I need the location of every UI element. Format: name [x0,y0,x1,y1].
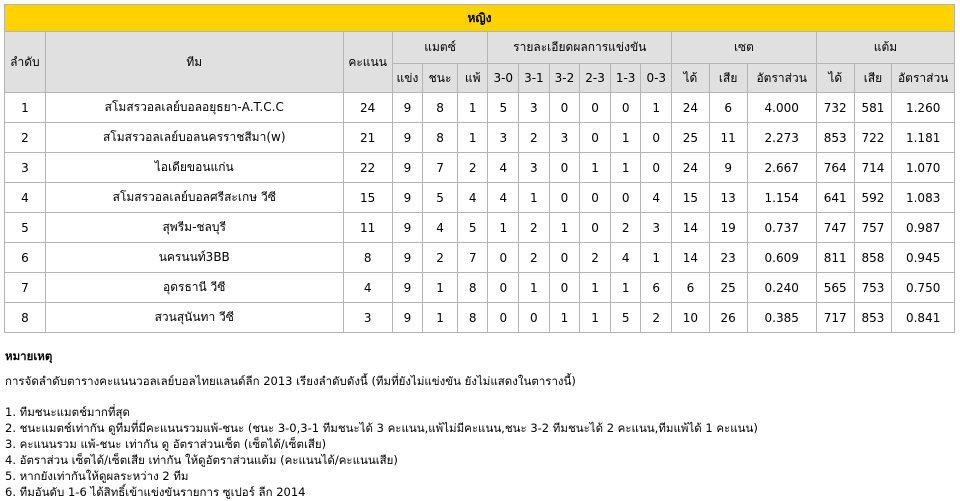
sets-ratio-cell: 2.667 [747,153,816,183]
result-2-3-cell: 2 [580,243,611,273]
result-3-2-cell: 1 [549,303,580,333]
team-cell: สุพรีม-ชลบุรี [45,213,343,243]
won-cell: 1 [423,273,458,303]
result-3-1-cell: 2 [519,213,550,243]
points-cell: 22 [343,153,392,183]
subheader-0-3: 0-3 [641,64,672,93]
notes-item: 1. ทีมชนะแมตช์มากที่สุด [5,405,130,419]
played-cell: 9 [392,303,423,333]
header-score: แต้ม [816,32,954,64]
won-cell: 2 [423,243,458,273]
result-2-3-cell: 0 [580,123,611,153]
header-detail: รายละเอียดผลการแข่งขัน [488,32,672,64]
result-1-3-cell: 1 [610,273,641,303]
table-row [5,303,955,333]
points-won-cell: 732 [816,93,854,123]
result-2-3-cell: 0 [580,213,611,243]
result-1-3-cell: 1 [610,153,641,183]
sets-ratio-cell: 0.385 [747,303,816,333]
lost-cell: 8 [457,273,488,303]
lost-cell: 1 [457,93,488,123]
sets-ratio-cell: 1.154 [747,183,816,213]
result-3-0-cell: 0 [488,273,519,303]
points-lost-cell: 853 [854,303,892,333]
rank-cell: 5 [5,213,46,243]
rank-cell: 8 [5,303,46,333]
won-cell: 4 [423,213,458,243]
points-won-cell: 641 [816,183,854,213]
result-2-3-cell: 0 [580,93,611,123]
result-0-3-cell: 1 [641,93,672,123]
points-lost-cell: 714 [854,153,892,183]
points-won-cell: 717 [816,303,854,333]
result-0-3-cell: 1 [641,243,672,273]
subheader-sets-ratio: อัตราส่วน [747,64,816,93]
table-row [5,183,955,213]
points-cell: 4 [343,273,392,303]
points-ratio-cell: 0.841 [892,303,955,333]
sets-ratio-cell: 0.737 [747,213,816,243]
rank-cell: 6 [5,243,46,273]
sets-won-cell: 6 [672,273,710,303]
table-row [5,153,955,183]
points-lost-cell: 722 [854,123,892,153]
result-2-3-cell: 1 [580,153,611,183]
result-0-3-cell: 0 [641,153,672,183]
rank-cell: 2 [5,123,46,153]
points-ratio-cell: 0.987 [892,213,955,243]
table-title: หญิง [5,5,955,32]
team-cell: อุดรธานี วีซี [45,273,343,303]
points-won-cell: 764 [816,153,854,183]
sets-won-cell: 25 [672,123,710,153]
points-won-cell: 811 [816,243,854,273]
subheader-lost: แพ้ [457,64,488,93]
points-lost-cell: 592 [854,183,892,213]
points-ratio-cell: 1.260 [892,93,955,123]
rank-cell: 7 [5,273,46,303]
subheader-won: ชนะ [423,64,458,93]
result-3-1-cell: 1 [519,273,550,303]
result-1-3-cell: 0 [610,93,641,123]
points-lost-cell: 858 [854,243,892,273]
result-0-3-cell: 2 [641,303,672,333]
points-lost-cell: 757 [854,213,892,243]
sets-won-cell: 24 [672,153,710,183]
result-3-2-cell: 0 [549,183,580,213]
header-team: ทีม [45,32,343,93]
subheader-points-won: ได้ [816,64,854,93]
points-ratio-cell: 0.945 [892,243,955,273]
played-cell: 9 [392,213,423,243]
subheader-3-1: 3-1 [519,64,550,93]
header-rank: ลำดับ [5,32,46,93]
points-won-cell: 565 [816,273,854,303]
won-cell: 5 [423,183,458,213]
sets-won-cell: 14 [672,213,710,243]
subheader-1-3: 1-3 [610,64,641,93]
lost-cell: 7 [457,243,488,273]
sets-lost-cell: 25 [709,273,747,303]
result-3-0-cell: 0 [488,303,519,333]
standings-table [4,4,955,333]
points-cell: 11 [343,213,392,243]
subheader-points-lost: เสีย [854,64,892,93]
result-3-0-cell: 0 [488,243,519,273]
notes-item: 2. ชนะแมตช์เท่ากัน ดูทีมที่มีคะแนนรวมแพ้-ชนะ (ชนะ 3-0,3-1 ทีมชนะได้ 3 คะแนน,แพ้ไม่มีคะแนน,ชนะ 3-2 ทีมชนะได้ 2 คะแนน,ทีมแพ้ได้ 1 คะแนน) [5,421,758,435]
subheader-2-3: 2-3 [580,64,611,93]
sets-lost-cell: 19 [709,213,747,243]
played-cell: 9 [392,243,423,273]
won-cell: 7 [423,153,458,183]
result-3-1-cell: 2 [519,123,550,153]
points-won-cell: 747 [816,213,854,243]
points-cell: 24 [343,93,392,123]
result-3-0-cell: 4 [488,183,519,213]
sets-lost-cell: 9 [709,153,747,183]
subheader-sets-won: ได้ [672,64,710,93]
result-3-0-cell: 4 [488,153,519,183]
sets-won-cell: 24 [672,93,710,123]
subheader-sets-lost: เสีย [709,64,747,93]
result-3-2-cell: 0 [549,273,580,303]
result-3-2-cell: 0 [549,153,580,183]
points-lost-cell: 753 [854,273,892,303]
result-3-2-cell: 0 [549,243,580,273]
result-1-3-cell: 1 [610,123,641,153]
team-cell: สโมสรวอลเลย์บอลอยุธยา-A.T.C.C [45,93,343,123]
played-cell: 9 [392,123,423,153]
sets-won-cell: 15 [672,183,710,213]
sets-won-cell: 14 [672,243,710,273]
lost-cell: 8 [457,303,488,333]
rank-cell: 1 [5,93,46,123]
points-ratio-cell: 0.750 [892,273,955,303]
points-won-cell: 853 [816,123,854,153]
lost-cell: 2 [457,153,488,183]
subheader-3-0: 3-0 [488,64,519,93]
notes-item: 4. อัตราส่วน เซ็ตได้/เซ็ตเสีย เท่ากัน ให้ดูอัตราส่วนแต้ม (คะแนนได้/คะแนนเสีย) [5,453,398,467]
lost-cell: 5 [457,213,488,243]
result-1-3-cell: 0 [610,183,641,213]
sets-ratio-cell: 0.609 [747,243,816,273]
header-matches: แมตซ์ [392,32,488,64]
sets-lost-cell: 11 [709,123,747,153]
points-cell: 21 [343,123,392,153]
sets-ratio-cell: 4.000 [747,93,816,123]
result-3-2-cell: 3 [549,123,580,153]
notes-intro: การจัดลำดับตารางคะแนนวอลเลย์บอลไทยแลนด์ลีก 2013 เรียงลำดับดังนี้ (ทีมที่ยังไม่แข่งขัน ยังไม่แสดงในตารางนี้) [5,374,576,388]
result-3-1-cell: 0 [519,303,550,333]
subheader-3-2: 3-2 [549,64,580,93]
sets-lost-cell: 23 [709,243,747,273]
played-cell: 9 [392,273,423,303]
notes-item: 6. ทีมอันดับ 1-6 ได้สิทธิ์เข้าแข่งขันรายการ ซูเปอร์ ลีก 2014 [5,485,306,499]
notes-section [5,348,945,500]
result-1-3-cell: 5 [610,303,641,333]
won-cell: 8 [423,93,458,123]
team-cell: ไอเดียขอนแก่น [45,153,343,183]
table-row [5,213,955,243]
header-points: คะแนน [343,32,392,93]
result-1-3-cell: 2 [610,213,641,243]
points-cell: 3 [343,303,392,333]
notes-heading: หมายเหตุ [5,349,53,363]
points-lost-cell: 581 [854,93,892,123]
subheader-points-ratio: อัตราส่วน [892,64,955,93]
points-cell: 15 [343,183,392,213]
played-cell: 9 [392,93,423,123]
result-2-3-cell: 1 [580,273,611,303]
points-ratio-cell: 1.070 [892,153,955,183]
result-2-3-cell: 1 [580,303,611,333]
team-cell: สวนสุนันทา วีซี [45,303,343,333]
header-sets: เซต [672,32,817,64]
lost-cell: 4 [457,183,488,213]
played-cell: 9 [392,153,423,183]
result-0-3-cell: 3 [641,213,672,243]
played-cell: 9 [392,183,423,213]
result-3-0-cell: 1 [488,213,519,243]
team-cell: นครนนท์3BB [45,243,343,273]
lost-cell: 1 [457,123,488,153]
result-0-3-cell: 0 [641,123,672,153]
sets-ratio-cell: 0.240 [747,273,816,303]
result-3-1-cell: 3 [519,93,550,123]
table-row [5,273,955,303]
sets-won-cell: 10 [672,303,710,333]
result-3-2-cell: 1 [549,213,580,243]
subheader-played: แข่ง [392,64,423,93]
table-row [5,93,955,123]
table-row [5,243,955,273]
table-row [5,123,955,153]
won-cell: 8 [423,123,458,153]
result-3-1-cell: 2 [519,243,550,273]
points-ratio-cell: 1.181 [892,123,955,153]
sets-lost-cell: 26 [709,303,747,333]
sets-ratio-cell: 2.273 [747,123,816,153]
points-cell: 8 [343,243,392,273]
result-1-3-cell: 4 [610,243,641,273]
rank-cell: 4 [5,183,46,213]
result-2-3-cell: 0 [580,183,611,213]
result-3-0-cell: 5 [488,93,519,123]
result-0-3-cell: 4 [641,183,672,213]
result-3-2-cell: 0 [549,93,580,123]
notes-item: 5. หากยังเท่ากันให้ดูผลระหว่าง 2 ทีม [5,469,189,483]
team-cell: สโมสรวอลเลย์บอลศรีสะเกษ วีซี [45,183,343,213]
points-ratio-cell: 1.083 [892,183,955,213]
sets-lost-cell: 13 [709,183,747,213]
result-3-1-cell: 3 [519,153,550,183]
result-3-0-cell: 3 [488,123,519,153]
table-body [5,93,955,333]
sets-lost-cell: 6 [709,93,747,123]
result-0-3-cell: 6 [641,273,672,303]
result-3-1-cell: 1 [519,183,550,213]
team-cell: สโมสรวอลเลย์บอลนครราชสีมา(w) [45,123,343,153]
won-cell: 1 [423,303,458,333]
rank-cell: 3 [5,153,46,183]
notes-item: 3. คะแนนรวม แพ้-ชนะ เท่ากัน ดู อัตราส่วนเซ็ต (เซ็ตได้/เซ็ตเสีย) [5,437,327,451]
